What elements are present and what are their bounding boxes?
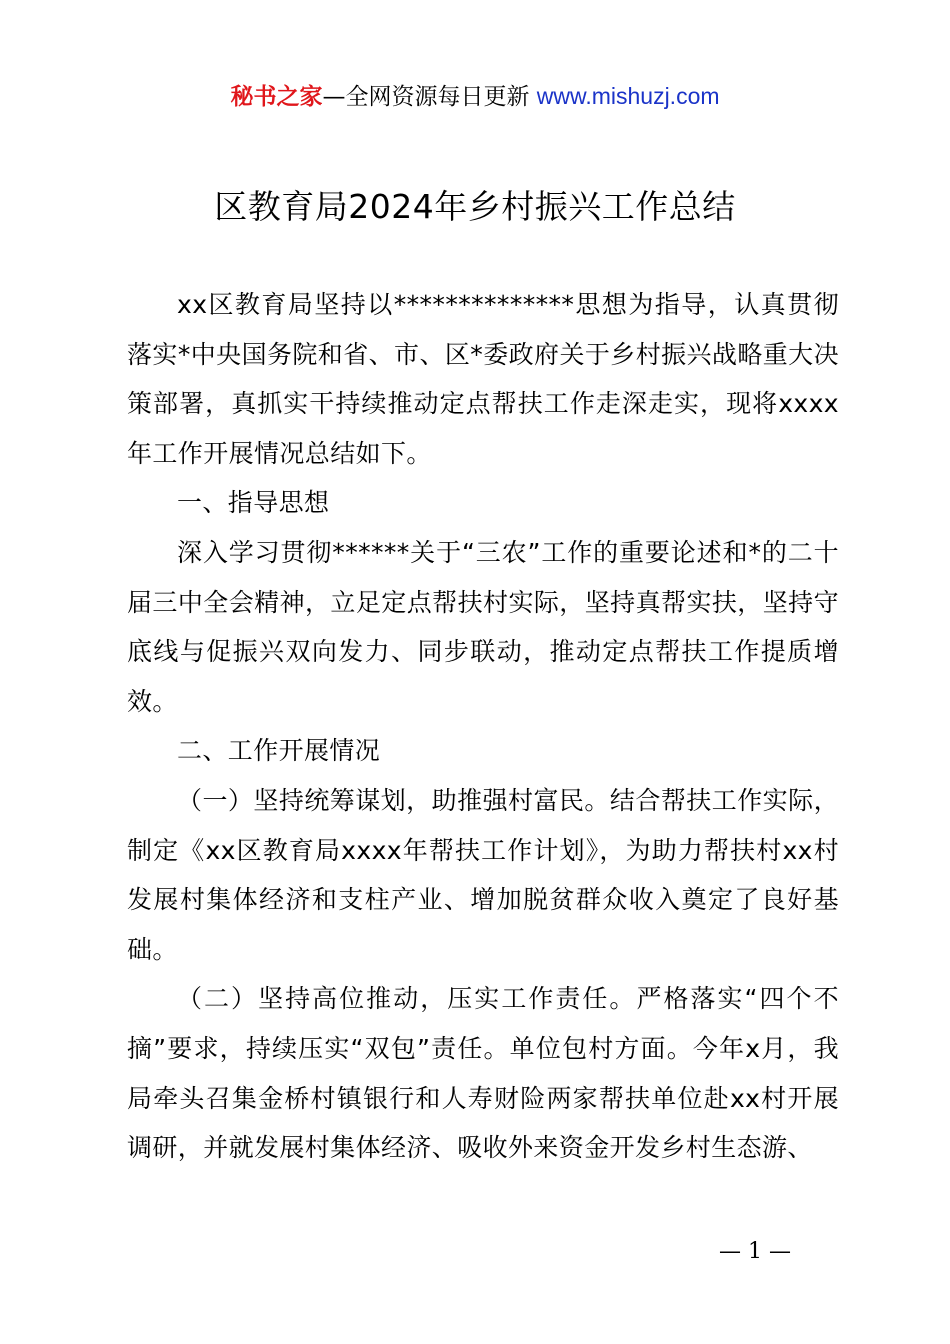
site-url-link[interactable]: www.mishuzj.com xyxy=(536,83,720,109)
brand-name: 秘书之家 xyxy=(230,84,323,110)
section-heading-work-progress: 二、工作开展情况 xyxy=(177,736,381,766)
document-body xyxy=(127,280,839,1173)
header-tagline: —全网资源每日更新 xyxy=(322,84,537,110)
guiding-ideology-paragraph: 深入学习贯彻******关于“三农”工作的重要论述和*的二十届三中全会精神，立足定点帮扶村实际，坚持真帮实扶，坚持守底线与促振兴双向发力、同步联动，推动定点帮扶工作提质增效。 xyxy=(127,537,839,716)
work-item-1-paragraph: （一）坚持统筹谋划，助推强村富民。结合帮扶工作实际，制定《xx区教育局xxxx年帮扶工作计划》，为助力帮扶村xx村发展村集体经济和支柱产业、增加脱贫群众收入奠定了良好基础。 xyxy=(127,785,839,964)
intro-paragraph: xx区教育局坚持以**************思想为指导，认真贯彻落实*中央国务院和省、市、区*委政府关于乡村振兴战略重大决策部署，真抓实干持续推动定点帮扶工作走深走实，现将xxxx年工作开展情况总结如下。 xyxy=(127,290,839,468)
document-title: 区教育局2024年乡村振兴工作总结 xyxy=(214,187,736,226)
section-heading-guiding-ideology: 一、指导思想 xyxy=(177,488,330,518)
work-item-2-paragraph: （二）坚持高位推动，压实工作责任。严格落实“四个不摘”要求，持续压实“双包”责任。单位包村方面。今年x月，我局牵头召集金桥村镇银行和人寿财险两家帮扶单位赴xx村开展调研，并就发展村集体经济、吸收外来资金开发乡村生态游、 xyxy=(127,984,839,1163)
page-number: — 1 — xyxy=(719,1239,791,1264)
site-header xyxy=(0,80,950,113)
